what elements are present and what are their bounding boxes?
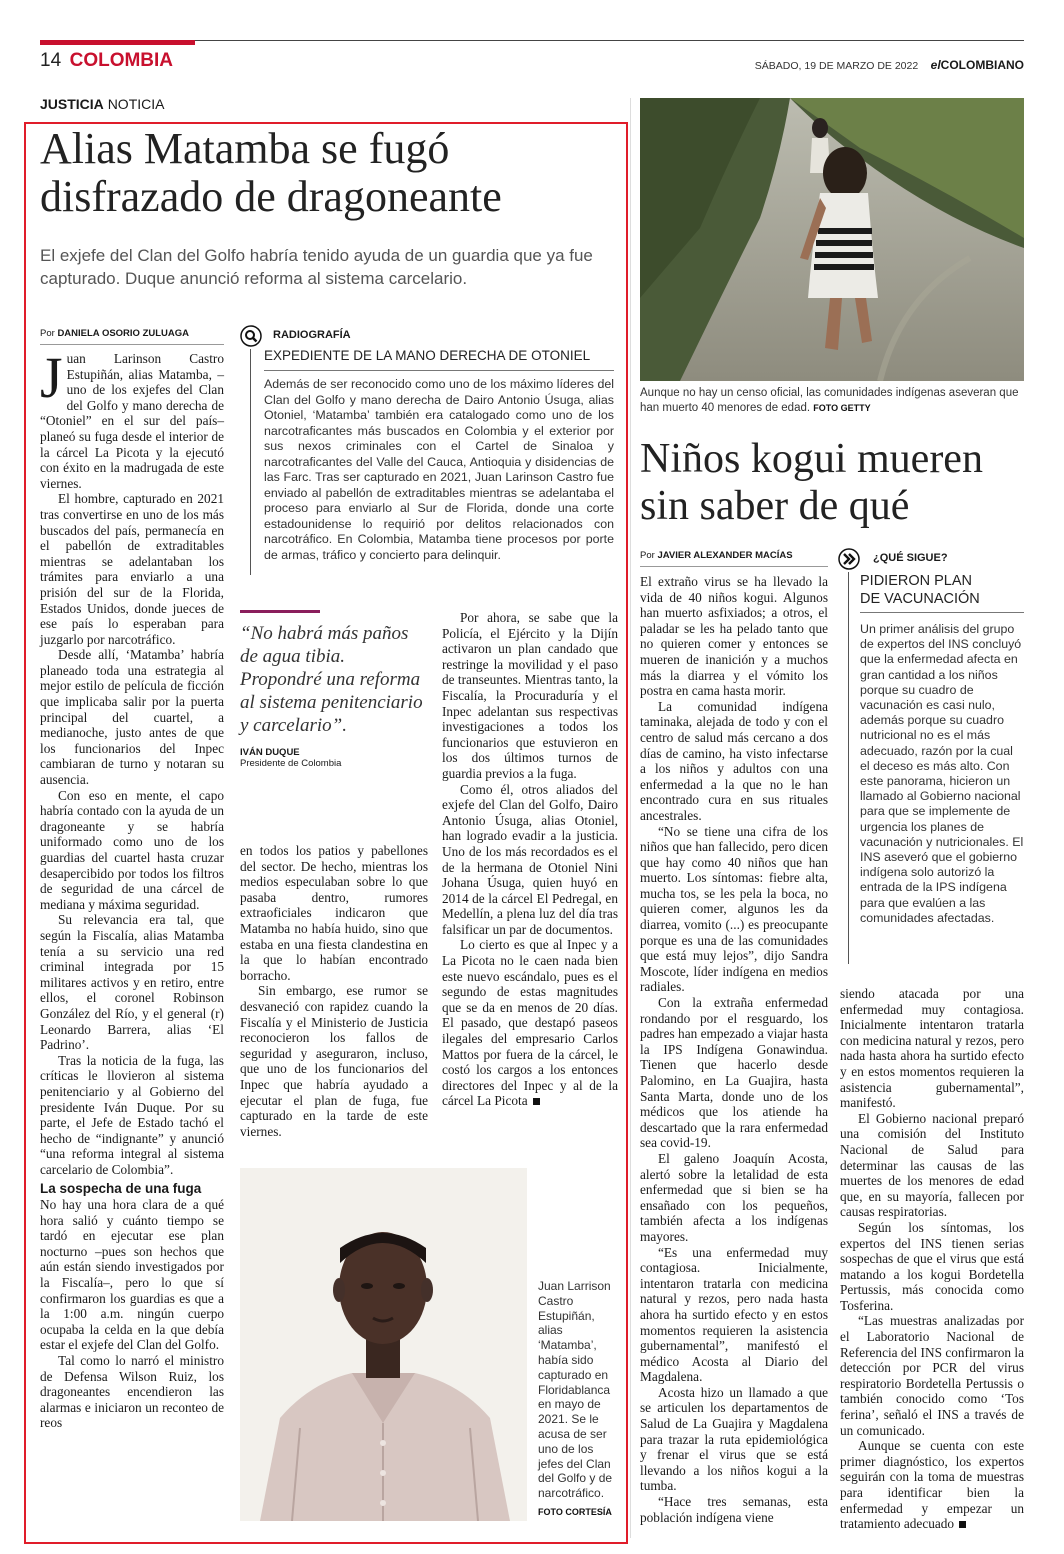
side-byline (640, 550, 793, 561)
paragraph: “No se tiene una cifra de los niños que han fallecido, pero dicen que hay como 40 niños que han muerto. Los síntomas: fiebre alta, mucha tos, se les pela la boca, no quieren comer, algunos les da diarrea, vomito (...) es preocupante porque es una de las comunidades que está muy lejos”, dijo Sandra Moscote, líder indígena en medios radiales. (640, 823, 828, 995)
matamba-photo (240, 1168, 527, 1521)
paragraph: Acosta hizo un llamado a que se articulen los departamentos de Salud de La Guajira y Magdalena para trazar la ruta epidemiológica y frenar el virus que se está llevando a los niños kogui a la tumba. (640, 1384, 828, 1494)
kogui-photo-caption (640, 386, 1024, 415)
subheading: La sospecha de una fuga (40, 1181, 202, 1197)
side-title-line-1: Niños kogui mueren (640, 436, 983, 482)
paragraph: El hombre, capturado en 2021 tras convertirse en uno de los más buscados del país, permanecía en el pabellón de extraditables mientras se adelantaban los trámites para enviarlo a una prisión del sur de la Florida, Estados Unidos, donde jueces de ese país lo esperaban para juzgarlo por narcotráfico. (40, 491, 224, 647)
paragraph: Por ahora, se sabe que la Policía, el Ejército y la Dijín activaron un plan candado que restringe la movilidad y el paso de transeuntes. Mientras tanto, la Fiscalía, la Procuraduría y el Inpec adelantan sus respectivas investigaciones a todos los funcionarios que estuvieron en los dos últimos turnos de guardia previos a la fuga. (442, 610, 618, 781)
quote-author: IVÁN DUQUE (240, 747, 300, 758)
paragraph: El extraño virus se ha llevado la vida de 40 niños kogui. Algunos han muerto asfixiados; a otros, el paladar se les ha pelado tanto que no quieren comer y entonces se mueren de inanición y a muchos más la diarrea y el vómito los postra en cama hasta morir. (640, 574, 828, 699)
caption-text: Juan Larrison Castro Estupiñán, alias ‘Matamba’, había sido capturado en Floridablanca en mayo de 2021. Se le acusa de ser uno de los jefes del Clan del Golfo y de narcotráfico. (538, 1279, 613, 1501)
pull-quote (240, 622, 430, 769)
que-sigue-title-line-2: DE VACUNACIÓN (860, 591, 980, 607)
paragraph: Sin embargo, ese rumor se desvaneció con rapidez cuando la Fiscalía y el Ministerio de Justicia reconocieron los fallos de seguridad y aseguraron, incluso, que uno de los funcionarios del Inpec que habría ayudado a ejecutar el plan de fuga, fue capturado en la tarde de este viernes. (240, 983, 428, 1139)
que-sigue-title-line-1: PIDIERON PLAN (860, 573, 972, 589)
paragraph: El galeno Joaquín Acosta, alertó sobre la letalidad de esta enfermedad que si bien se ha ensañado con los pequeños, también afecta a los indígenas mayores. (640, 1150, 828, 1244)
paragraph: Tras la noticia de la fuga, las críticas le llovieron al sistema penitenciario y al Gobierno del presidente Iván Duque. Por su parte, el Jefe de Estado tachó el hecho de “indignante” y anunció “una reforma integral al sistema carcelario de Colombia”. (40, 1052, 224, 1177)
header (40, 50, 1024, 74)
side-byline-rule (640, 566, 828, 567)
kogui-children-photo (640, 98, 1024, 381)
main-column-1 (40, 345, 224, 1431)
article-lead: El exjefe del Clan del Golfo habría tenido ayuda de un guardia que ya fue capturado. Duque anunció reforma al sistema carcelario. (40, 246, 593, 288)
paragraph: Según los síntomas, los expertos del INS tienen serias sospechas de que el virus que está matando a los kogui Bordetella Pertussis, más conocida como Tosferina. (840, 1219, 1024, 1313)
kicker-type: NOTICIA (107, 96, 165, 112)
header-accent-bar (40, 40, 195, 45)
byline (40, 328, 189, 339)
radiografia-box (240, 325, 615, 577)
article-title (40, 125, 620, 221)
paragraph: Aunque se cuenta con este primer diagnóstico, los expertos seguirán con la toma de muestras para identificar bien la enfermedad y empezar un tratamiento adecuado (840, 1438, 1024, 1532)
paragraph: Con la extraña enfermedad rondando por el resguardo, los padres han empezado a viajar hasta la IPS Indígena Gonawindua. Tienen que hacerlo desde Palomino, en La Guajira, hasta Santa Marta, donde uno de los médicos que los atiende ha descartado que la rara enfermedad sea covid-19. (640, 995, 828, 1151)
drop-cap: J (40, 345, 63, 410)
paragraph: Su relevancia era tal, que según la Fiscalía, alias Matamba tenía a su servicio una red criminal integrada por 15 militares activos y en retiro, entre ellos, el coronel Robinson González del Río, y el general (r) Leonardo Barrera, alias ‘El Padrino’. (40, 912, 224, 1053)
byline-prefix: Por (40, 328, 55, 339)
byline-prefix: Por (640, 550, 655, 561)
paragraph: El Gobierno nacional preparó una comisión del Instituto Nacional de Salud para determinar las causas de las muertes de los menores de edad que, en su mayoría, fallecen por causas respiratorias. (840, 1110, 1024, 1220)
que-sigue-title (860, 572, 980, 608)
radiografia-title: EXPEDIENTE DE LA MANO DERECHA DE OTONIEL (264, 348, 591, 363)
article-title-line-1: Alias Matamba se fugó (40, 124, 450, 173)
paragraph: La comunidad indígena taminaka, alejada de todo y con el centro de salud más cercano a dos días de camino, ha visto infectarse a los niños y adultos con una enfermedad a la que no le han encontrado cura en sus rituales ancestrales. (640, 698, 828, 823)
issue-date: SÁBADO, 19 DE MARZO DE 2022 (754, 60, 919, 72)
photo-credit: FOTO GETTY (813, 402, 871, 413)
column-divider (630, 98, 631, 1538)
photo-credit: FOTO CORTESÍA (538, 1506, 612, 1517)
side-column-2 (840, 986, 1024, 1532)
radiografia-text: Además de ser reconocido como uno de los máximo líderes del Clan del Golfo y mano derecha de Dairo Antonio Úsuga, alias Otoniel, ‘Matamba’ también era catalogado como uno de los narcotraficantes más buscados en Colombia y el exterior por sus nexos criminales con el Cartel de Sinaloa y narcotraficantes del Valle del Cauca, Antioquia y disidencias de las Farc. Tras ser capturado en 2021, Juan Larinson Castro fue enviado al pabellón de extraditables mientras se adelantaba el proceso para enviarlo al Sur de Florida, donde una corte estadounidense lo requirió por delitos relacionados con narcotráfico. En Colombia, Matamba tiene procesos por porte de armas, tráfico y concierto para delinquir. (264, 377, 614, 562)
kicker-label: JUSTICIA (40, 96, 104, 112)
paragraph: No hay una hora clara de a qué hora salió y cuánto tiempo se tardó en ejecutar ese plan nocturno –pues son hechos que aún están siendo investigados por la Fiscalía–, pero lo que sí confirmaron los guardias es que a la 1:00 a.m. ningún cuerpo ocupaba la celda en la que debía estar el exjefe del Clan del Golfo. (40, 1197, 224, 1353)
brand-el: el (930, 58, 941, 72)
section-name: COLOMBIA (69, 50, 174, 71)
paragraph: Como él, otros aliados del exjefe del Clan del Golfo, Dairo Antonio Úsuga, alias Otoniel, han logrado evadir a la justicia. Uno de los más recordados es el de la hermana de Otoniel Nini Johana Úsuga, quien huyó en 2014 de la cárcel El Pedregal, en Medellín, a plena luz del día tras falsificar un par de documentos. (442, 781, 618, 937)
radiografia-left-rule (250, 349, 251, 575)
byline-rule (40, 344, 224, 345)
paragraph: Lo cierto es que al Inpec y a La Picota no le caen nada bien este nuevo escándalo, pues es el segundo de estas magnitudes que se da en menos de 20 días. El pasado, que destapó paseos ilegales del empresario Carlos Mattos por fuera de la cárcel, le costó los cargos a los entonces directores del Inpec y al de la cárcel La Picota (442, 937, 618, 1109)
kicker (40, 96, 164, 112)
que-sigue-title-rule (860, 612, 1024, 613)
matamba-photo-caption (538, 1279, 618, 1520)
que-sigue-box (838, 548, 1024, 968)
magnifier-icon (240, 325, 262, 347)
paragraph: “Las muestras analizadas por el Laboratorio Nacional de Referencia del INS confirmaron la detección por PCR del virus respiratorio Bordetella Pertussis o también conocido como ‘Tos ferina’, señaló el INS a través de un comunicado. (840, 1313, 1024, 1438)
double-chevron-icon (838, 548, 860, 570)
byline-author: JAVIER ALEXANDER MACÍAS (657, 550, 793, 561)
page-number: 14 (40, 50, 62, 71)
header-right (755, 56, 1024, 74)
end-mark (959, 1521, 966, 1528)
byline-author: DANIELA OSORIO ZULUAGA (57, 328, 190, 339)
main-column-2 (240, 843, 428, 1139)
paragraph: “Hace tres semanas, esta población indígena viene (640, 1494, 828, 1525)
quote-accent-rule (240, 610, 320, 613)
side-title-line-2: sin saber de qué (640, 483, 910, 529)
paragraph: siendo atacada por una enfermedad muy contagiosa. Inicialmente intentaron tratarla con medicina natural y rezos, pero nada hasta ahora ha surtido efecto y en estos momentos requieren la asistencia gubernamental”, manifestó. (840, 986, 1024, 1111)
side-article-title (640, 436, 1030, 530)
que-sigue-text: Un primer análisis del grupo de expertos del INS concluyó que la enfermedad afecta en gran cantidad a los niños porque su cuadro de vacunación es casi nulo, además porque su cuadro nutricional no es el más adecuado, razón por la cual el deceso es más alto. Con este panorama, hicieron un llamado al Gobierno nacional para que se implemente de urgencia los planes de vacunación y nutricionales. El INS aseveró que el gobierno indígena solo autorizó la entrada de la IPS indígena para que evalúen a las comunidades afectadas. (860, 622, 1024, 925)
paragraph: Desde allí, ‘Matamba’ habría planeado toda una estrategia al mejor estilo de película de ficción que implicaba salir por la puerta principal del cuartel, a medianoche, justo antes de que los funcionarios del Inpec cambiaran de turno y notaran su ausencia. (40, 647, 224, 788)
paragraph: Juan Larinson Castro Estupiñán, alias Matamba, –uno de los exjefes del Clan del Golfo y mano derecha de “Otoniel” en el sur del país– planeó su fuga desde el interior de la cárcel La Picota y la ejecutó con éxito en la madrugada de este viernes. (40, 345, 224, 491)
article-title-line-2: disfrazado de dragoneante (40, 172, 502, 221)
header-rule (195, 40, 1024, 41)
main-column-3 (442, 610, 618, 1109)
paragraph: “Es una enfermedad muy contagiosa. Inicialmente, intentaron tratarla con medicina natural y rezos, pero nada hasta ahora ha surtido efecto y en estos momentos requieren la asistencia gubernamental”, manifestó el médico Acosta al Diario del Magdalena. (640, 1244, 828, 1385)
paragraph: Con eso en mente, el capo habría contado con la ayuda de un dragoneante y se habría uniformado como uno de los guardias del cuartel hasta cruzar desapercibido por todos los filtros de seguridad de una cárcel de mediana y máxima seguridad. (40, 787, 224, 912)
radiografia-label: RADIOGRAFÍA (273, 329, 351, 341)
brand-logo (931, 58, 1024, 72)
brand-name: COLOMBIANO (940, 58, 1024, 72)
end-mark (533, 1098, 540, 1105)
caption-text: Aunque no hay un censo oficial, las comunidades indígenas aseveran que han muerto 40 menores de edad. (640, 387, 1019, 414)
quote-text: “No habrá más paños de agua tibia. Propondré una reforma al sistema penitenciario y carcelario”. (240, 623, 423, 736)
que-sigue-label: ¿QUÉ SIGUE? (873, 552, 948, 564)
paragraph: Tal como lo narró el ministro de Defensa Wilson Ruiz, los dragoneantes encendieron las alarmas e iniciaron un reconteo de reos (40, 1353, 224, 1431)
side-column-1 (640, 574, 828, 1525)
paragraph: en todos los patios y pabellones del sector. De hecho, mientras los medios especulaban sobre lo que pasaba dentro, rumores extraoficiales indicaron que Matamba no había huido, sino que estaba en una fiesta clandestina en la que lo habían encontrado borracho. (240, 843, 428, 983)
quote-author-role: Presidente de Colombia (240, 758, 342, 769)
radiografia-title-rule (264, 370, 614, 371)
que-sigue-left-rule (848, 572, 849, 964)
